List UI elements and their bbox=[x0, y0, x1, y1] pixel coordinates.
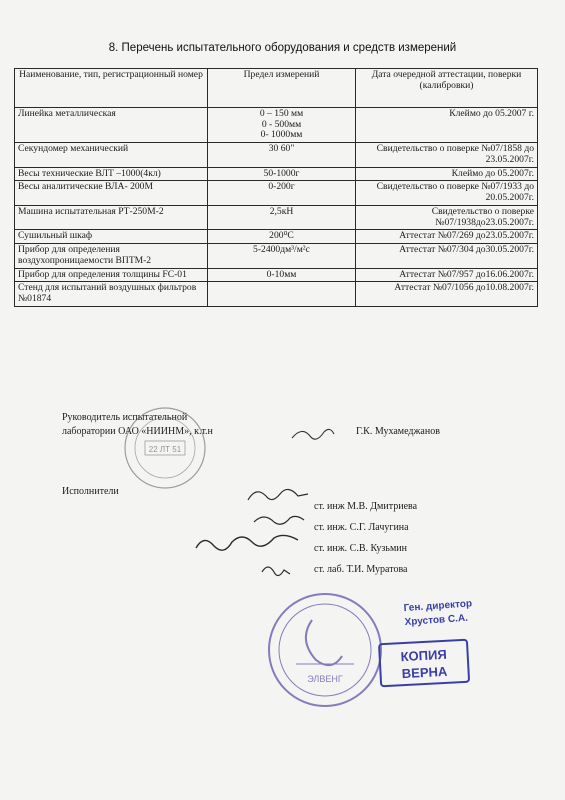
cell-equipment-name: Машина испытательная РТ-250М-2 bbox=[15, 205, 208, 229]
column-header-date: Дата очередной аттестации, поверки (калибровки) bbox=[356, 69, 538, 108]
head-title-line2: лаборатории ОАО «НИИНМ», к.т.н bbox=[62, 426, 213, 437]
cell-measurement-range: 0-200г bbox=[208, 181, 356, 205]
signature-kuzmin bbox=[196, 535, 298, 550]
cell-equipment-name: Весы аналитические ВЛА- 200М bbox=[15, 181, 208, 205]
cell-equipment-name: Прибор для определения воздухопроницаемости ВПТМ-2 bbox=[15, 244, 208, 268]
cell-measurement-range: 0-10мм bbox=[208, 268, 356, 282]
cell-equipment-name: Прибор для определения толщины FC-01 bbox=[15, 268, 208, 282]
cell-measurement-range: 0 – 150 мм 0 - 500мм 0- 1000мм bbox=[208, 108, 356, 143]
signature-dmitrieva bbox=[248, 489, 308, 500]
cell-measurement-range: 5-2400дм³/м²с bbox=[208, 244, 356, 268]
cell-attestation-date: Клеймо до 05.2007 г. bbox=[356, 108, 538, 143]
cell-measurement-range: 30 60" bbox=[208, 143, 356, 167]
copy-verified-stamp bbox=[379, 640, 469, 687]
executor-2: ст. инж. С.Г. Лачугина bbox=[314, 522, 409, 533]
cell-equipment-name: Весы технические ВЛТ –1000(4кл) bbox=[15, 167, 208, 181]
head-signature bbox=[292, 429, 334, 439]
executor-3: ст. инж. С.В. Кузьмин bbox=[314, 543, 407, 554]
company-seal-text: ЭЛВЕНГ bbox=[307, 674, 343, 684]
cell-attestation-date: Свидетельство о поверке №07/1858 до 23.05.2007г. bbox=[356, 143, 538, 167]
copy-stamp-line1: КОПИЯ bbox=[400, 646, 448, 665]
cell-attestation-date: Аттестат №07/957 до16.06.2007г. bbox=[356, 268, 538, 282]
column-header-range: Предел измерений bbox=[208, 69, 356, 108]
director-stamp-line1: Ген. директор bbox=[403, 598, 473, 615]
director-stamp bbox=[403, 598, 473, 628]
company-seal bbox=[269, 594, 381, 706]
cell-measurement-range: 2,5кН bbox=[208, 205, 356, 229]
signature-muratova bbox=[262, 567, 290, 576]
head-name: Г.К. Мухамеджанов bbox=[356, 426, 440, 437]
cell-attestation-date: Аттестат №07/269 до23.05.2007г. bbox=[356, 230, 538, 244]
cell-attestation-date: Аттестат №07/304 до30.05.2007г. bbox=[356, 244, 538, 268]
executors-label: Исполнители bbox=[62, 486, 119, 497]
cell-equipment-name: Секундомер механический bbox=[15, 143, 208, 167]
cell-measurement-range: 50-1000г bbox=[208, 167, 356, 181]
round-stamp-number: 22 ЛТ 51 bbox=[148, 445, 182, 454]
cell-attestation-date: Клеймо до 05.2007г. bbox=[356, 167, 538, 181]
round-lab-stamp bbox=[125, 408, 205, 488]
executor-1: ст. инж М.В. Дмитриева bbox=[314, 501, 418, 512]
copy-stamp-line2: ВЕРНА bbox=[401, 663, 448, 682]
executor-4: ст. лаб. Т.И. Муратова bbox=[314, 564, 408, 575]
cell-equipment-name: Линейка металлическая bbox=[15, 108, 208, 143]
cell-equipment-name: Стенд для испытаний воздушных фильтров №01874 bbox=[15, 282, 208, 306]
cell-attestation-date: Свидетельство о поверке №07/1938до23.05.2007г. bbox=[356, 205, 538, 229]
cell-attestation-date: Аттестат №07/1056 до10.08.2007г. bbox=[356, 282, 538, 306]
signature-lachugina bbox=[254, 516, 304, 524]
cell-measurement-range: 200⁰С bbox=[208, 230, 356, 244]
page-heading: 8. Перечень испытательного оборудования и средств измерений bbox=[108, 42, 457, 54]
column-header-name: Наименование, тип, регистрационный номер bbox=[15, 69, 208, 108]
cell-equipment-name: Сушильный шкаф bbox=[15, 230, 208, 244]
cell-attestation-date: Свидетельство о поверке №07/1933 до 20.05.2007г. bbox=[356, 181, 538, 205]
director-stamp-line2: Хрустов С.А. bbox=[404, 612, 469, 629]
head-title-line1: Руководитель испытательной bbox=[62, 412, 188, 423]
